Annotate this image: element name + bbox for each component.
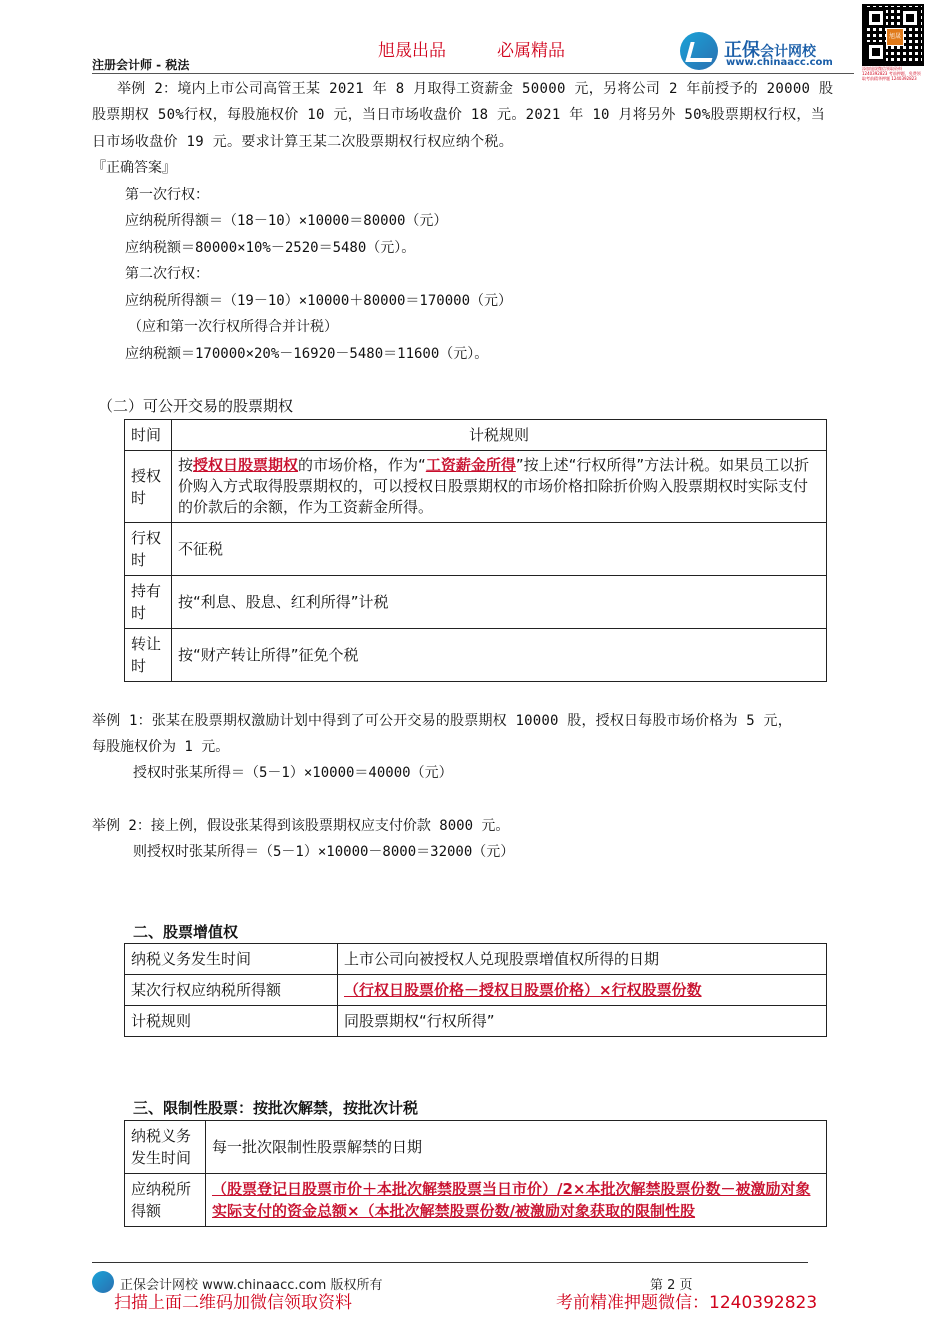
row-time: 行权时: [125, 523, 172, 576]
qr-center-badge: 旭晟: [886, 28, 904, 46]
section-restricted-title: 三、限制性股票：按批次解禁，按批次计税: [133, 1099, 419, 1117]
header-divider: [92, 73, 854, 74]
public-example1-calc: 授权时张某所得＝（5－1）×10000＝40000（元）: [133, 765, 453, 781]
table-row: [125, 1174, 827, 1227]
sar-value: 同股票期权“行权所得”: [338, 1006, 827, 1037]
table-row: [125, 629, 827, 682]
footer-logo-icon: [92, 1271, 114, 1293]
restricted-value: （股票登记日股票市价＋本批次解禁股票当日市价）/2×本批次解禁股票份数－被激励对象实际支付的资金总额×（本批次解禁股票份数/被激励对象获取的限制性股: [206, 1174, 827, 1227]
public-example2-calc: 则授权时张某所得＝（5－1）×10000－8000＝32000（元）: [133, 844, 515, 860]
table-row: [125, 451, 827, 523]
logo-icon: [680, 32, 718, 70]
example2-line2: 股票期权 50%行权，每股施权价 10 元，当日市场收盘价 18 元。2021 年 10 月将另外 50%股票期权行权，当: [92, 107, 826, 123]
table-row: [125, 576, 827, 629]
chinaacc-logo[interactable]: [680, 32, 860, 72]
header-slogan-right: 必属精品: [497, 41, 565, 61]
footer-promo-right: 考前精准押题微信：1240392823: [556, 1293, 818, 1313]
restricted-label: 纳税义务发生时间: [125, 1121, 206, 1174]
qr-note: 添加旭晟微信领取资料 1240392823 考前押题，免费领取考前精华押题 1240392823: [862, 66, 921, 81]
footer-site[interactable]: 正保会计网校 www.chinaacc.com 版权所有: [120, 1278, 383, 1293]
row-time: 持有时: [125, 576, 172, 629]
first-income: 应纳税所得额＝（18－10）×10000＝80000（元）: [125, 213, 448, 229]
row-rule: 按“财产转让所得”征免个税: [172, 629, 827, 682]
row-time: 转让时: [125, 629, 172, 682]
row-time: 授权时: [125, 451, 172, 523]
sar-label: 计税规则: [125, 1006, 338, 1037]
footer-promo-left: 扫描上面二维码加微信领取资料: [114, 1293, 352, 1313]
logo-suffix: 会计网校: [760, 44, 816, 60]
footer-page-number: 第 2 页: [650, 1278, 693, 1293]
public-options-table: [124, 419, 827, 682]
second-exercise-label: 第二次行权：: [125, 266, 209, 282]
row-rule: 不征税: [172, 523, 827, 576]
answer-label: 『正确答案』: [92, 160, 176, 176]
first-exercise-label: 第一次行权：: [125, 187, 209, 203]
restricted-label: 应纳税所得额: [125, 1174, 206, 1227]
header-subject: 注册会计师 - 税法: [92, 58, 190, 72]
second-income: 应纳税所得额＝（19－10）×10000＋80000＝170000（元）: [125, 293, 513, 309]
table-row: [125, 1006, 827, 1037]
table-row: [125, 523, 827, 576]
header-slogan-left: 旭晟出品: [378, 41, 446, 61]
col-rule-header: 计税规则: [172, 420, 827, 451]
col-time-header: 时间: [125, 420, 172, 451]
table-row: [125, 975, 827, 1006]
section-sar-title: 二、股票增值权: [133, 923, 239, 941]
logo-name: 正保: [724, 40, 760, 61]
second-note: （应和第一次行权所得合并计税）: [128, 319, 338, 335]
table-row: [125, 1121, 827, 1174]
table-row: [125, 944, 827, 975]
qr-code-icon[interactable]: [862, 4, 924, 66]
public-example2-line1: 举例 2：接上例，假设张某得到该股票期权应支付价款 8000 元。: [92, 818, 510, 834]
restricted-table: [124, 1120, 827, 1227]
sar-value: （行权日股票价格－授权日股票价格）×行权股票份数: [338, 975, 827, 1006]
row-rule: 按授权日股票期权的市场价格，作为“工资薪金所得”按上述“行权所得”方法计税。如果员工以折价购入方式取得股票期权的，可以授权日股票期权的市场价格扣除折价购入股票期权时实际支付的价款后的余额，作为工资薪金所得。: [172, 451, 827, 523]
sar-value: 上市公司向被授权人兑现股票增值权所得的日期: [338, 944, 827, 975]
second-tax: 应纳税额＝170000×20%－16920－5480＝11600（元）。: [125, 346, 489, 362]
first-tax: 应纳税额＝80000×10%－2520＝5480（元）。: [125, 240, 416, 256]
footer-divider: [92, 1262, 808, 1263]
public-example1-line2: 每股施权价为 1 元。: [92, 739, 230, 755]
sar-table: [124, 943, 827, 1037]
example2-line3: 日市场收盘价 19 元。要求计算王某二次股票期权行权应纳个税。: [92, 134, 514, 150]
sar-label: 某次行权应纳税所得额: [125, 975, 338, 1006]
table-header-row: [125, 420, 827, 451]
public-example1-line1: 举例 1：张某在股票期权激励计划中得到了可公开交易的股票期权 10000 股，授权日每股市场价格为 5 元，: [92, 713, 792, 729]
section-public-title: （二）可公开交易的股票期权: [98, 397, 294, 415]
sar-label: 纳税义务发生时间: [125, 944, 338, 975]
logo-url: www.chinaacc.com: [726, 57, 833, 68]
example2-line1: 举例 2：境内上市公司高管王某 2021 年 8 月取得工资薪金 50000 元，另将公司 2 年前授予的 20000 股: [117, 81, 834, 97]
row-rule: 按“利息、股息、红利所得”计税: [172, 576, 827, 629]
restricted-value: 每一批次限制性股票解禁的日期: [206, 1121, 827, 1174]
